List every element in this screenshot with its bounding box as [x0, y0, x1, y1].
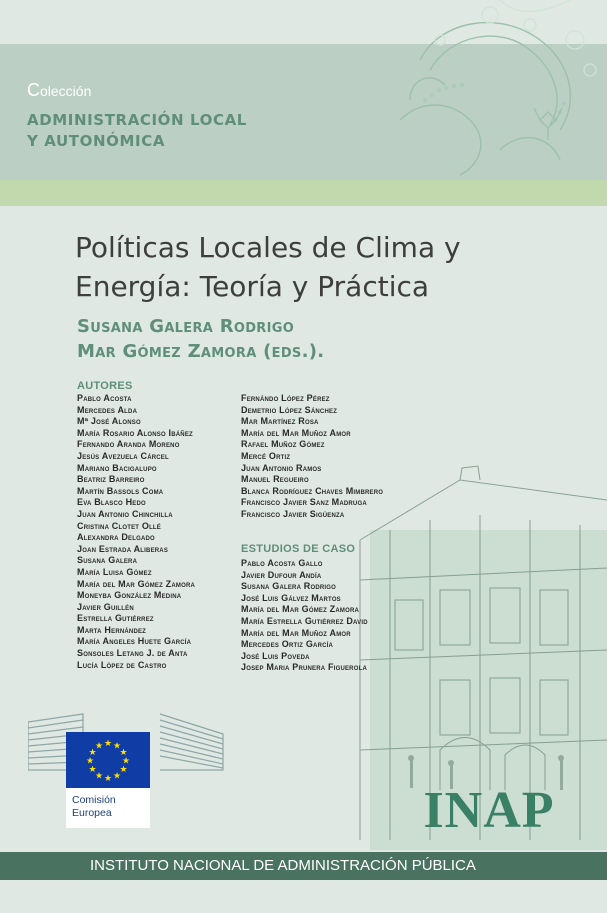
title-line-1: Políticas Locales de Clima y — [75, 231, 461, 264]
case-studies-heading: ESTUDIOS DE CASO — [241, 543, 356, 555]
author-name: Mª José Alonso — [77, 416, 141, 427]
author-name: Alexandra Delgado — [77, 532, 155, 543]
case-studies-column — [241, 558, 368, 674]
svg-text:★: ★ — [85, 756, 95, 767]
author-name: Manuel Regueiro — [241, 474, 309, 485]
author-name: Lucía López de Castro — [77, 659, 167, 670]
authors-column-2 — [241, 393, 383, 521]
author-name: Marta Hernández — [77, 624, 147, 635]
collection-name-line-1: ADMINISTRACIÓN LOCAL — [27, 111, 247, 129]
author-name: Francisco Javier Sigüenza — [241, 508, 345, 519]
author-name: Moneyba González Medina — [77, 590, 182, 601]
author-name: Sonsoles Letang J. de Anta — [77, 648, 188, 659]
case-study-author: María Estrella Gutiérrez David — [241, 615, 368, 626]
authors-column-1 — [77, 393, 195, 671]
author-name: Mercé Ortiz — [241, 450, 291, 461]
collection-name — [27, 110, 247, 152]
author-name: Juan Antonio Ramos — [241, 462, 322, 473]
author-name: María Luisa Gómez — [77, 566, 152, 577]
author-name: Mariano Bacigalupo — [77, 462, 157, 473]
author-name: Demetrio López Sánchez — [241, 404, 338, 415]
author-name: María Angeles Huete García — [77, 636, 192, 647]
case-study-author: Mercedes Ortiz García — [241, 639, 334, 650]
svg-text:★: ★ — [88, 765, 97, 775]
svg-text:★: ★ — [121, 756, 131, 767]
author-name: María Rosario Alonso Ibáñez — [77, 427, 193, 438]
author-name: Mercedes Alda — [77, 404, 138, 415]
editor-line-1: Susana Galera Rodrigo — [77, 316, 295, 337]
author-name: Susana Galera — [77, 555, 138, 566]
case-study-author: José Luis Gálvez Martos — [241, 592, 341, 603]
case-study-author: Susana Galera Rodrigo — [241, 581, 337, 592]
eu-label-line-2: Europea — [72, 807, 112, 819]
author-name: Estrella Gutiérrez — [77, 613, 154, 624]
publisher-logo: INAP — [423, 782, 555, 839]
eu-commission-label — [66, 788, 150, 828]
case-study-author: María del Mar Muñoz Amor — [241, 627, 351, 638]
case-study-author: María del Mar Gómez Zamora — [241, 604, 360, 615]
ornament-illustration — [380, 0, 607, 180]
case-study-author: Javier Dufour Andía — [241, 569, 322, 580]
author-name: Fernando Aranda Moreno — [77, 439, 180, 450]
eu-flag-icon — [66, 732, 150, 788]
author-name: Beatriz Barreiro — [77, 474, 145, 485]
publisher-footer-bar — [0, 852, 607, 880]
author-name: Blanca Rodríguez Chaves Mimbrero — [241, 485, 384, 496]
author-name: María del Mar Muñoz Amor — [241, 427, 351, 438]
author-name: Jesús Avezuela Cárcel — [77, 450, 169, 461]
eu-label-line-1: Comisión — [72, 794, 116, 806]
svg-text:★: ★ — [94, 741, 104, 752]
author-name: Fernándo López Pérez — [241, 393, 330, 403]
svg-text:★: ★ — [103, 739, 113, 749]
svg-text:★: ★ — [94, 771, 104, 782]
author-name: Rafael Muñoz Gómez — [241, 439, 325, 450]
author-name: Javier Guillén — [77, 601, 134, 612]
author-name: Joan Estrada Aliberas — [77, 543, 169, 554]
svg-text:★: ★ — [119, 748, 128, 758]
collection-name-line-2: Y AUTONÓMICA — [27, 132, 166, 150]
author-name: Pablo Acosta — [77, 393, 132, 403]
header-accent-strip — [0, 180, 607, 206]
author-name: Cristina Clotet Ollé — [77, 520, 161, 531]
case-study-author: Pablo Acosta Gallo — [241, 558, 323, 568]
title-line-2: Energía: Teoría y Práctica — [75, 270, 430, 303]
author-name: Francisco Javier Sanz Madruga — [241, 497, 367, 508]
author-name: Eva Blasco Hedo — [77, 497, 146, 508]
author-name: Juan Antonio Chinchilla — [77, 508, 173, 519]
publisher-full-name: INSTITUTO NACIONAL DE ADMINISTRACIÓN PÚBLICA — [90, 857, 476, 874]
authors-heading: AUTORES — [77, 380, 133, 392]
case-study-author: José Luis Poveda — [241, 650, 310, 661]
svg-text:★: ★ — [119, 765, 128, 775]
author-name: Mar Martínez Rosa — [241, 416, 319, 427]
collection-label: Colección — [27, 80, 92, 100]
editor-line-2: Mar Gómez Zamora (eds.). — [77, 341, 325, 362]
book-title — [75, 228, 555, 306]
svg-text:★: ★ — [103, 774, 113, 784]
svg-text:★: ★ — [112, 771, 122, 782]
author-name: Martín Bassols Coma — [77, 485, 164, 496]
case-study-author: Josep Maria Prunera Figuerola — [241, 662, 367, 673]
svg-text:★: ★ — [112, 741, 122, 752]
svg-text:★: ★ — [88, 748, 97, 758]
author-name: María del Mar Gómez Zamora — [77, 578, 196, 589]
